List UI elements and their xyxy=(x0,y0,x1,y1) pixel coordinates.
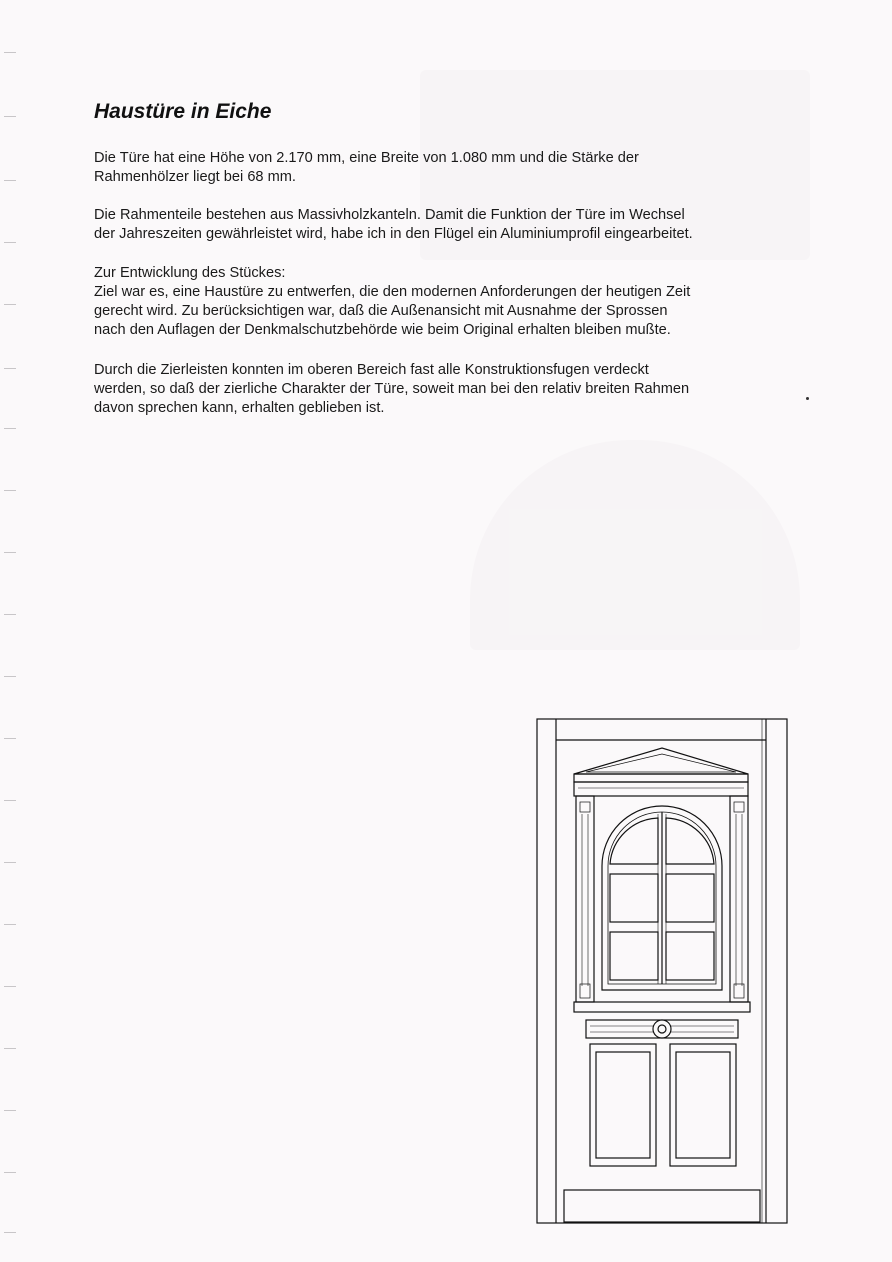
text-line: Durch die Zierleisten konnten im oberen Bereich fast alle Konstruktionsfugen verdeckt xyxy=(94,362,649,378)
door-pediment xyxy=(574,748,748,796)
paragraph-development xyxy=(94,264,798,340)
door-kick-plate xyxy=(564,1190,760,1222)
text-line: Die Türe hat eine Höhe von 2.170 mm, eine Breite von 1.080 mm und die Stärke der xyxy=(94,150,639,166)
text-line: nach den Auflagen der Denkmalschutzbehörde wie beim Original erhalten bleiben mußte. xyxy=(94,322,671,338)
bleed-through-shadow xyxy=(470,440,800,650)
paragraph-construction xyxy=(94,206,798,244)
door-window-sill xyxy=(574,1002,750,1012)
text-line: werden, so daß der zierliche Charakter der Türe, soweit man bei den relativ breiten Rahmen xyxy=(94,381,690,397)
door-lower-panels xyxy=(590,1044,736,1166)
text-line: Zur Entwicklung des Stückes: xyxy=(94,265,286,281)
text-line: Rahmenhölzer liegt bei 68 mm. xyxy=(94,169,296,185)
door-drawing xyxy=(536,718,788,1226)
page-title: Haustüre in Eiche xyxy=(94,100,272,123)
door-arched-window xyxy=(602,806,722,990)
text-line: Ziel war es, eine Haustüre zu entwerfen, die den modernen Anforderungen der heutigen Zeit xyxy=(94,284,691,300)
text-line: der Jahreszeiten gewährleistet wird, habe ich in den Flügel ein Aluminiumprofil eingearbeitet. xyxy=(94,226,693,242)
text-line: Die Rahmenteile bestehen aus Massivholzkanteln. Damit die Funktion der Türe im Wechsel xyxy=(94,207,685,223)
paragraph-decorative-mouldings xyxy=(94,361,798,418)
text-line: davon sprechen kann, erhalten geblieben ist. xyxy=(94,400,385,416)
door-rosette-rail xyxy=(586,1020,738,1038)
text-line: gerecht wird. Zu berücksichtigen war, daß die Außenansicht mit Ausnahme der Sprossen xyxy=(94,303,668,319)
ink-speck xyxy=(806,397,809,400)
paragraph-dimensions xyxy=(94,149,798,187)
